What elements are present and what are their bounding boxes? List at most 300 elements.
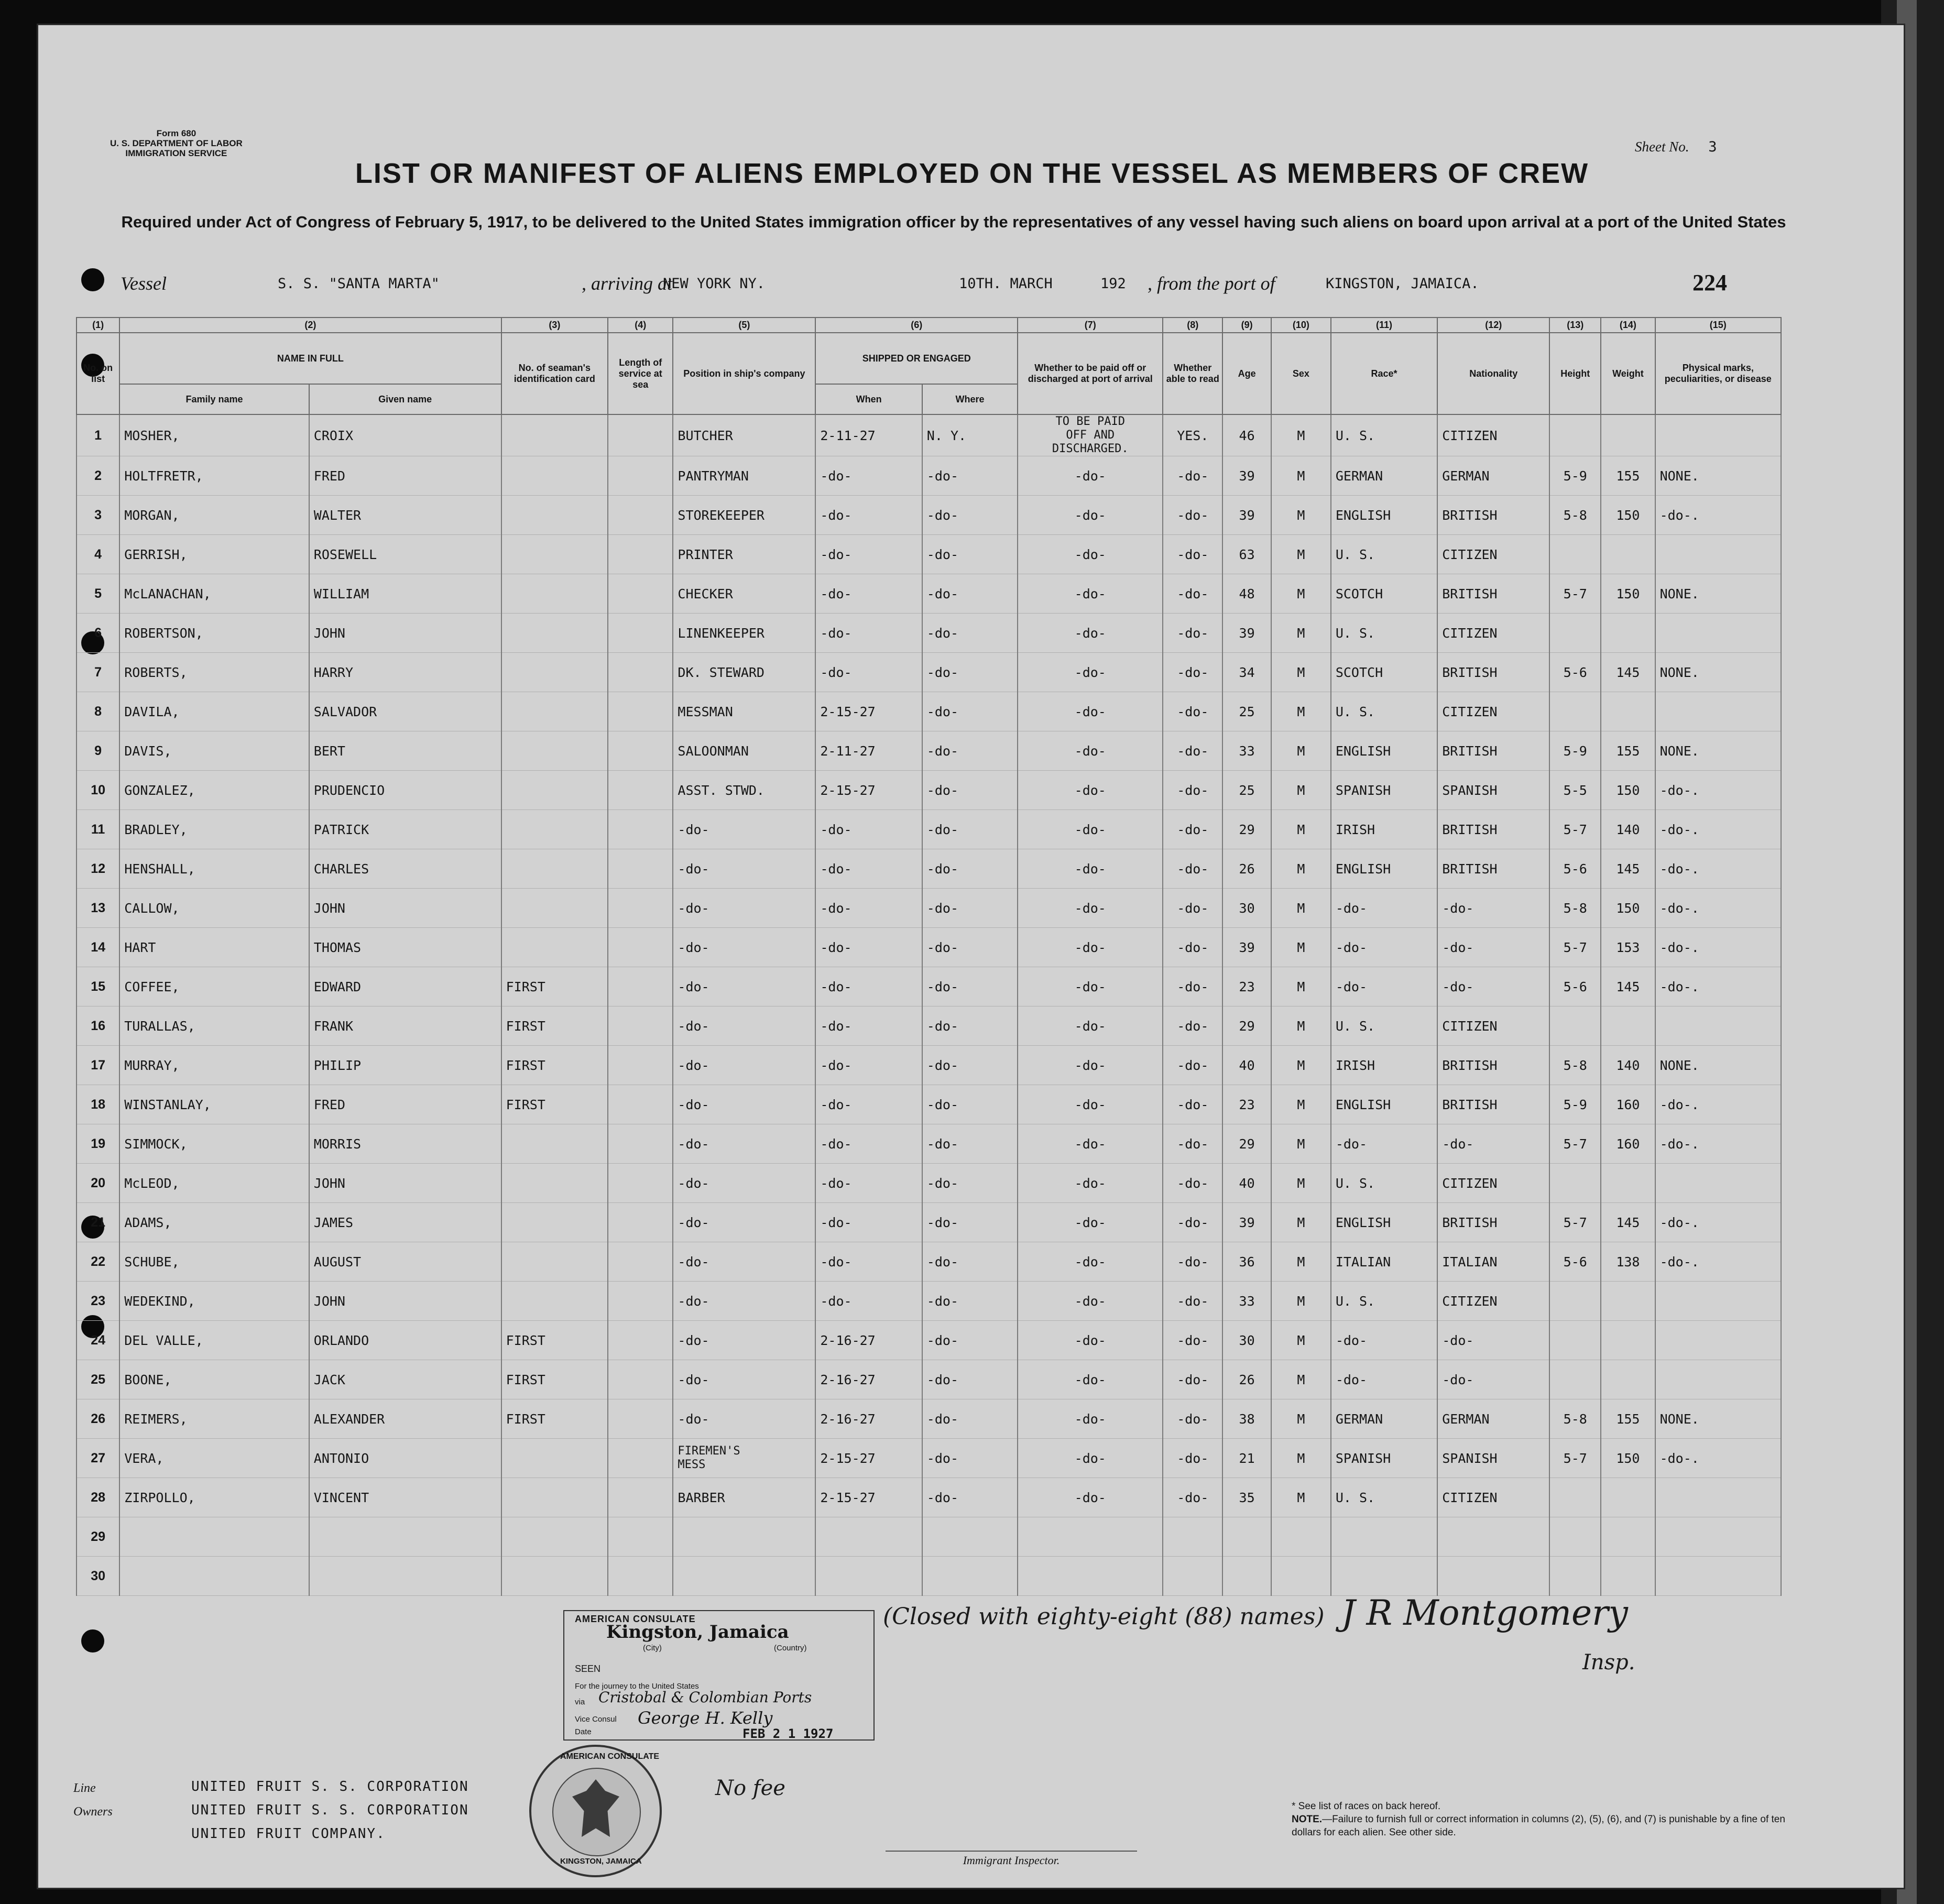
weight-cell [1601,1006,1655,1046]
row-number-cell: 26 [77,1399,119,1439]
physical-marks-cell: -do-. [1655,849,1781,889]
nationality-cell: CITIZEN [1437,414,1549,456]
page-subtitle: Required under Act of Congress of February 5, 1917, to be delivered to the United States immigration officer by the representatives of any vessel having such aliens on board upon arrival at a port of the United States [121,213,1786,231]
physical-marks-cell: NONE. [1655,456,1781,496]
length-of-service-cell [608,614,673,653]
given-name-cell [309,1557,501,1596]
row-number-cell: 5 [77,574,119,614]
seaman-card-cell [501,614,608,653]
col-num-14: (14) [1601,318,1655,333]
shipped-when-cell: 2-15-27 [815,692,922,731]
position-cell: -do- [673,928,815,967]
row-number-cell: 4 [77,535,119,574]
shipped-where-cell: -do- [922,1006,1018,1046]
weight-cell: 150 [1601,574,1655,614]
nationality-cell: GERMAN [1437,456,1549,496]
nationality-cell: -do- [1437,1360,1549,1399]
stamp-seen: SEEN [575,1664,601,1674]
paid-off-cell: -do- [1018,771,1163,810]
age-cell: 39 [1222,1203,1271,1242]
age-cell: 39 [1222,614,1271,653]
header-height: Height [1549,333,1601,414]
nationality-cell: CITIZEN [1437,614,1549,653]
shipped-where-cell: -do- [922,810,1018,849]
given-name-cell: WALTER [309,496,501,535]
shipped-when-cell: 2-16-27 [815,1360,922,1399]
header-physical-marks: Physical marks, peculiarities, or disease [1655,333,1781,414]
stamp-country-label: (Country) [774,1644,807,1653]
race-cell: GERMAN [1331,1399,1437,1439]
table-row [77,928,1781,967]
paid-off-cell: -do- [1018,1046,1163,1085]
weight-cell: 145 [1601,849,1655,889]
row-number-cell: 7 [77,653,119,692]
table-row [77,1399,1781,1439]
nationality-cell [1437,1557,1549,1596]
sex-cell: M [1271,1321,1331,1360]
race-cell: SCOTCH [1331,574,1437,614]
table-row [77,731,1781,771]
sex-cell: M [1271,456,1331,496]
row-number-cell: 3 [77,496,119,535]
nationality-cell: CITIZEN [1437,1006,1549,1046]
shipped-where-cell: -do- [922,1124,1018,1164]
header-where: Where [922,384,1018,414]
given-name-cell: ORLANDO [309,1321,501,1360]
position-cell: -do- [673,810,815,849]
paid-off-cell: -do- [1018,1124,1163,1164]
paid-off-cell: -do- [1018,574,1163,614]
able-to-read-cell: -do- [1163,456,1222,496]
position-cell: -do- [673,889,815,928]
height-cell: 5-9 [1549,731,1601,771]
table-row [77,1124,1781,1164]
table-row [77,414,1781,456]
given-name-cell [309,1517,501,1557]
race-cell: U. S. [1331,1478,1437,1517]
race-cell: ITALIAN [1331,1242,1437,1282]
age-cell: 40 [1222,1164,1271,1203]
age-cell: 23 [1222,967,1271,1006]
age-cell: 30 [1222,1321,1271,1360]
family-name-cell: McLANACHAN, [119,574,309,614]
age-cell: 33 [1222,731,1271,771]
height-cell: 5-5 [1549,771,1601,810]
table-row [77,1046,1781,1085]
vessel-line [121,272,1771,297]
table-row [77,889,1781,928]
length-of-service-cell [608,1242,673,1282]
physical-marks-cell [1655,1282,1781,1321]
sex-cell: M [1271,1242,1331,1282]
col-num-1: (1) [77,318,119,333]
able-to-read-cell: -do- [1163,1478,1222,1517]
sex-cell: M [1271,771,1331,810]
length-of-service-cell [608,1478,673,1517]
able-to-read-cell: -do- [1163,1164,1222,1203]
age-cell: 35 [1222,1478,1271,1517]
table-row [77,849,1781,889]
vessel-label: Vessel [121,273,167,294]
closing-note: (Closed with eighty-eight (88) names) [883,1603,1325,1630]
paid-off-cell: -do- [1018,849,1163,889]
height-cell: 5-7 [1549,1124,1601,1164]
header-shipped: SHIPPED OR ENGAGED [815,333,1018,384]
sex-cell: M [1271,614,1331,653]
seal-top-text: AMERICAN CONSULATE [560,1752,660,1761]
sex-cell: M [1271,1478,1331,1517]
family-name-cell: MURRAY, [119,1046,309,1085]
seaman-card-cell: FIRST [501,1006,608,1046]
stamp-place: Kingston, Jamaica [606,1622,789,1643]
weight-cell: 160 [1601,1085,1655,1124]
shipped-where-cell: -do- [922,1360,1018,1399]
sheet-number-value: 3 [1708,139,1717,155]
shipped-when-cell: 2-11-27 [815,414,922,456]
table-row [77,1517,1781,1557]
row-number-cell: 23 [77,1282,119,1321]
race-cell: U. S. [1331,1164,1437,1203]
length-of-service-cell [608,1124,673,1164]
sex-cell: M [1271,1164,1331,1203]
table-row [77,1321,1781,1360]
height-cell [1549,1321,1601,1360]
shipped-when-cell: -do- [815,614,922,653]
paid-off-cell: -do- [1018,1478,1163,1517]
family-name-cell: WINSTANLAY, [119,1085,309,1124]
seaman-card-cell [501,1282,608,1321]
family-name-cell: HART [119,928,309,967]
weight-cell [1601,1557,1655,1596]
height-cell: 5-8 [1549,1399,1601,1439]
length-of-service-cell [608,653,673,692]
height-cell [1549,1006,1601,1046]
arrival-year: 192 [1100,276,1126,292]
row-number-cell: 19 [77,1124,119,1164]
seaman-card-cell: FIRST [501,1399,608,1439]
paid-note: TO BE PAID [1055,415,1125,428]
race-cell: SCOTCH [1331,653,1437,692]
physical-marks-cell [1655,1557,1781,1596]
able-to-read-cell: -do- [1163,731,1222,771]
nationality-cell [1437,1517,1549,1557]
able-to-read-cell: -do- [1163,967,1222,1006]
seaman-card-cell [501,771,608,810]
family-name-cell: REIMERS, [119,1399,309,1439]
nationality-cell: CITIZEN [1437,1282,1549,1321]
able-to-read-cell: -do- [1163,928,1222,967]
length-of-service-cell [608,1006,673,1046]
race-cell: U. S. [1331,692,1437,731]
nationality-cell: ITALIAN [1437,1242,1549,1282]
no-fee-note: No fee [715,1776,785,1800]
shipped-where-cell: -do- [922,889,1018,928]
sex-cell: M [1271,1006,1331,1046]
seaman-card-cell [501,1124,608,1164]
able-to-read-cell: -do- [1163,889,1222,928]
length-of-service-cell [608,1321,673,1360]
row-number-cell: 1 [77,414,119,456]
row-number-cell: 14 [77,928,119,967]
weight-cell: 155 [1601,456,1655,496]
nationality-cell: SPANISH [1437,1439,1549,1478]
shipped-where-cell: -do- [922,928,1018,967]
length-of-service-cell [608,1360,673,1399]
weight-cell: 140 [1601,1046,1655,1085]
paid-off-cell: -do- [1018,1321,1163,1360]
given-name-cell: JAMES [309,1203,501,1242]
physical-marks-cell [1655,1360,1781,1399]
table-row [77,1478,1781,1517]
owners-value: UNITED FRUIT S. S. CORPORATION [191,1802,469,1818]
table-row [77,771,1781,810]
age-cell: 39 [1222,496,1271,535]
crew-rows [77,414,1781,1596]
able-to-read-cell: -do- [1163,1439,1222,1478]
shipped-when-cell: -do- [815,496,922,535]
weight-cell [1601,535,1655,574]
position-cell: BUTCHER [673,414,815,456]
length-of-service-cell [608,574,673,614]
physical-marks-cell: -do-. [1655,1124,1781,1164]
seaman-card-cell [501,414,608,456]
position-cell: -do- [673,1282,815,1321]
col-num-2: (2) [119,318,501,333]
nationality-cell: BRITISH [1437,653,1549,692]
col-num-6: (6) [815,318,1018,333]
col-num-8: (8) [1163,318,1222,333]
column-header-row [77,333,1781,384]
physical-marks-cell: NONE. [1655,1399,1781,1439]
age-cell: 29 [1222,1124,1271,1164]
weight-cell [1601,1164,1655,1203]
age-cell: 34 [1222,653,1271,692]
sex-cell: M [1271,496,1331,535]
nationality-cell: BRITISH [1437,1046,1549,1085]
shipped-where-cell: -do- [922,1439,1018,1478]
family-name-cell: WEDEKIND, [119,1282,309,1321]
weight-cell: 145 [1601,967,1655,1006]
from-port-label: , from the port of [1148,273,1275,294]
sex-cell: M [1271,1203,1331,1242]
race-cell: U. S. [1331,614,1437,653]
weight-cell: 153 [1601,928,1655,967]
length-of-service-cell [608,456,673,496]
sex-cell: M [1271,1439,1331,1478]
height-cell: 5-7 [1549,574,1601,614]
given-name-cell: JOHN [309,1164,501,1203]
seaman-card-cell [501,1439,608,1478]
stamp-date-label: Date [575,1727,592,1736]
race-cell: SPANISH [1331,1439,1437,1478]
paid-off-cell: -do- [1018,692,1163,731]
age-cell [1222,1557,1271,1596]
manifest-stamp-number: 224 [1692,270,1727,296]
nationality-cell: BRITISH [1437,574,1549,614]
row-number-cell: 27 [77,1439,119,1478]
able-to-read-cell: -do- [1163,614,1222,653]
stamp-vice-consul: Vice Consul [575,1715,617,1724]
nationality-cell: BRITISH [1437,731,1549,771]
table-row [77,1203,1781,1242]
race-cell: U. S. [1331,1282,1437,1321]
age-cell [1222,1517,1271,1557]
nationality-cell: GERMAN [1437,1399,1549,1439]
shipped-where-cell: -do- [922,1242,1018,1282]
nationality-cell: BRITISH [1437,1203,1549,1242]
table-row [77,1006,1781,1046]
age-cell: 48 [1222,574,1271,614]
nationality-cell: CITIZEN [1437,1164,1549,1203]
nationality-cell: -do- [1437,1321,1549,1360]
owners-label: Owners [73,1805,113,1819]
shipped-where-cell: -do- [922,1399,1018,1439]
length-of-service-cell [608,1203,673,1242]
paid-off-cell: -do- [1018,1164,1163,1203]
sex-cell: M [1271,1282,1331,1321]
height-cell [1549,614,1601,653]
shipped-when-cell: -do- [815,1085,922,1124]
sex-cell: M [1271,1124,1331,1164]
shipped-where-cell: -do- [922,692,1018,731]
race-cell: -do- [1331,1321,1437,1360]
seaman-card-cell [501,928,608,967]
able-to-read-cell: -do- [1163,496,1222,535]
able-to-read-cell: -do- [1163,849,1222,889]
position-cell: BARBER [673,1478,815,1517]
seaman-card-cell [501,889,608,928]
family-name-cell: ADAMS, [119,1203,309,1242]
header-paid-off: Whether to be paid off or discharged at port of arrival [1018,333,1163,414]
given-name-cell: PRUDENCIO [309,771,501,810]
position-cell: STOREKEEPER [673,496,815,535]
column-number-row [77,318,1781,333]
age-cell: 29 [1222,1006,1271,1046]
able-to-read-cell: -do- [1163,1124,1222,1164]
weight-cell [1601,1517,1655,1557]
given-name-cell: EDWARD [309,967,501,1006]
paid-value: DISCHARGED. [1052,442,1129,455]
stamp-consul-signature: George H. Kelly [638,1708,773,1728]
physical-marks-cell: -do-. [1655,810,1781,849]
paid-off-cell: -do- [1018,1399,1163,1439]
race-cell: U. S. [1331,535,1437,574]
shipped-where-cell: -do- [922,967,1018,1006]
physical-marks-cell: -do-. [1655,967,1781,1006]
seaman-card-cell [501,1164,608,1203]
nationality-cell: BRITISH [1437,810,1549,849]
race-cell: -do- [1331,1360,1437,1399]
shipped-when-cell: -do- [815,535,922,574]
able-to-read-cell: -do- [1163,810,1222,849]
row-number-cell: 11 [77,810,119,849]
physical-marks-cell [1655,614,1781,653]
length-of-service-cell [608,692,673,731]
physical-marks-cell [1655,1321,1781,1360]
height-cell [1549,1517,1601,1557]
sex-cell: M [1271,928,1331,967]
sheet-number-label: Sheet No. [1635,139,1689,155]
stamp-via-label: via [575,1698,585,1706]
length-of-service-cell [608,496,673,535]
row-number-cell: 20 [77,1164,119,1203]
sex-cell [1271,1517,1331,1557]
family-name-cell: GONZALEZ, [119,771,309,810]
physical-marks-cell [1655,692,1781,731]
position-prefix: FIREMEN'S [678,1445,740,1458]
position-cell: -do- [673,967,815,1006]
shipped-where-cell [922,1557,1018,1596]
nationality-cell: -do- [1437,889,1549,928]
position-cell: MESSMAN [673,692,815,731]
paid-off-cell: -do- [1018,1203,1163,1242]
physical-marks-cell: NONE. [1655,653,1781,692]
nationality-cell: SPANISH [1437,771,1549,810]
race-cell: U. S. [1331,414,1437,456]
height-cell: 5-6 [1549,849,1601,889]
shipped-when-cell: -do- [815,849,922,889]
physical-marks-cell: NONE. [1655,1046,1781,1085]
departure-port: KINGSTON, JAMAICA. [1326,276,1479,292]
table-row [77,1242,1781,1282]
shipped-when-cell: 2-15-27 [815,771,922,810]
col-num-4: (4) [608,318,673,333]
seaman-card-cell: FIRST [501,967,608,1006]
able-to-read-cell: -do- [1163,535,1222,574]
shipped-when-cell: -do- [815,1242,922,1282]
race-cell: -do- [1331,1124,1437,1164]
seaman-card-cell [501,731,608,771]
length-of-service-cell [608,1046,673,1085]
able-to-read-cell: -do- [1163,1203,1222,1242]
arriving-label: , arriving at [582,273,673,294]
row-number-cell: 13 [77,889,119,928]
sex-cell: M [1271,414,1331,456]
row-number-cell: 12 [77,849,119,889]
shipped-when-cell: -do- [815,889,922,928]
arrival-date: 10TH. MARCH [959,276,1053,292]
family-name-cell: TURALLAS, [119,1006,309,1046]
seaman-card-cell: FIRST [501,1046,608,1085]
table-row [77,456,1781,496]
physical-marks-cell: -do-. [1655,1439,1781,1478]
position-cell: CHECKER [673,574,815,614]
shipped-where-cell: -do- [922,535,1018,574]
position-cell [673,1557,815,1596]
position-cell: LINENKEEPER [673,614,815,653]
family-name-cell: ROBERTSON, [119,614,309,653]
paid-off-cell: -do- [1018,1439,1163,1478]
col-num-13: (13) [1549,318,1601,333]
sex-cell: M [1271,1085,1331,1124]
seaman-card-cell [501,1557,608,1596]
shipped-when-cell: -do- [815,1046,922,1085]
paid-off-cell [1018,1517,1163,1557]
physical-marks-cell: -do-. [1655,928,1781,967]
weight-cell: 155 [1601,1399,1655,1439]
sex-cell: M [1271,849,1331,889]
weight-cell: 140 [1601,810,1655,849]
race-cell: ENGLISH [1331,731,1437,771]
length-of-service-cell [608,1085,673,1124]
shipped-where-cell: N. Y. [922,414,1018,456]
row-number-cell: 10 [77,771,119,810]
immigrant-inspector-label: Immigrant Inspector. [886,1851,1137,1867]
shipped-where-cell: -do- [922,1046,1018,1085]
seaman-card-cell: FIRST [501,1360,608,1399]
paid-off-cell: -do- [1018,496,1163,535]
seaman-card-cell [501,574,608,614]
